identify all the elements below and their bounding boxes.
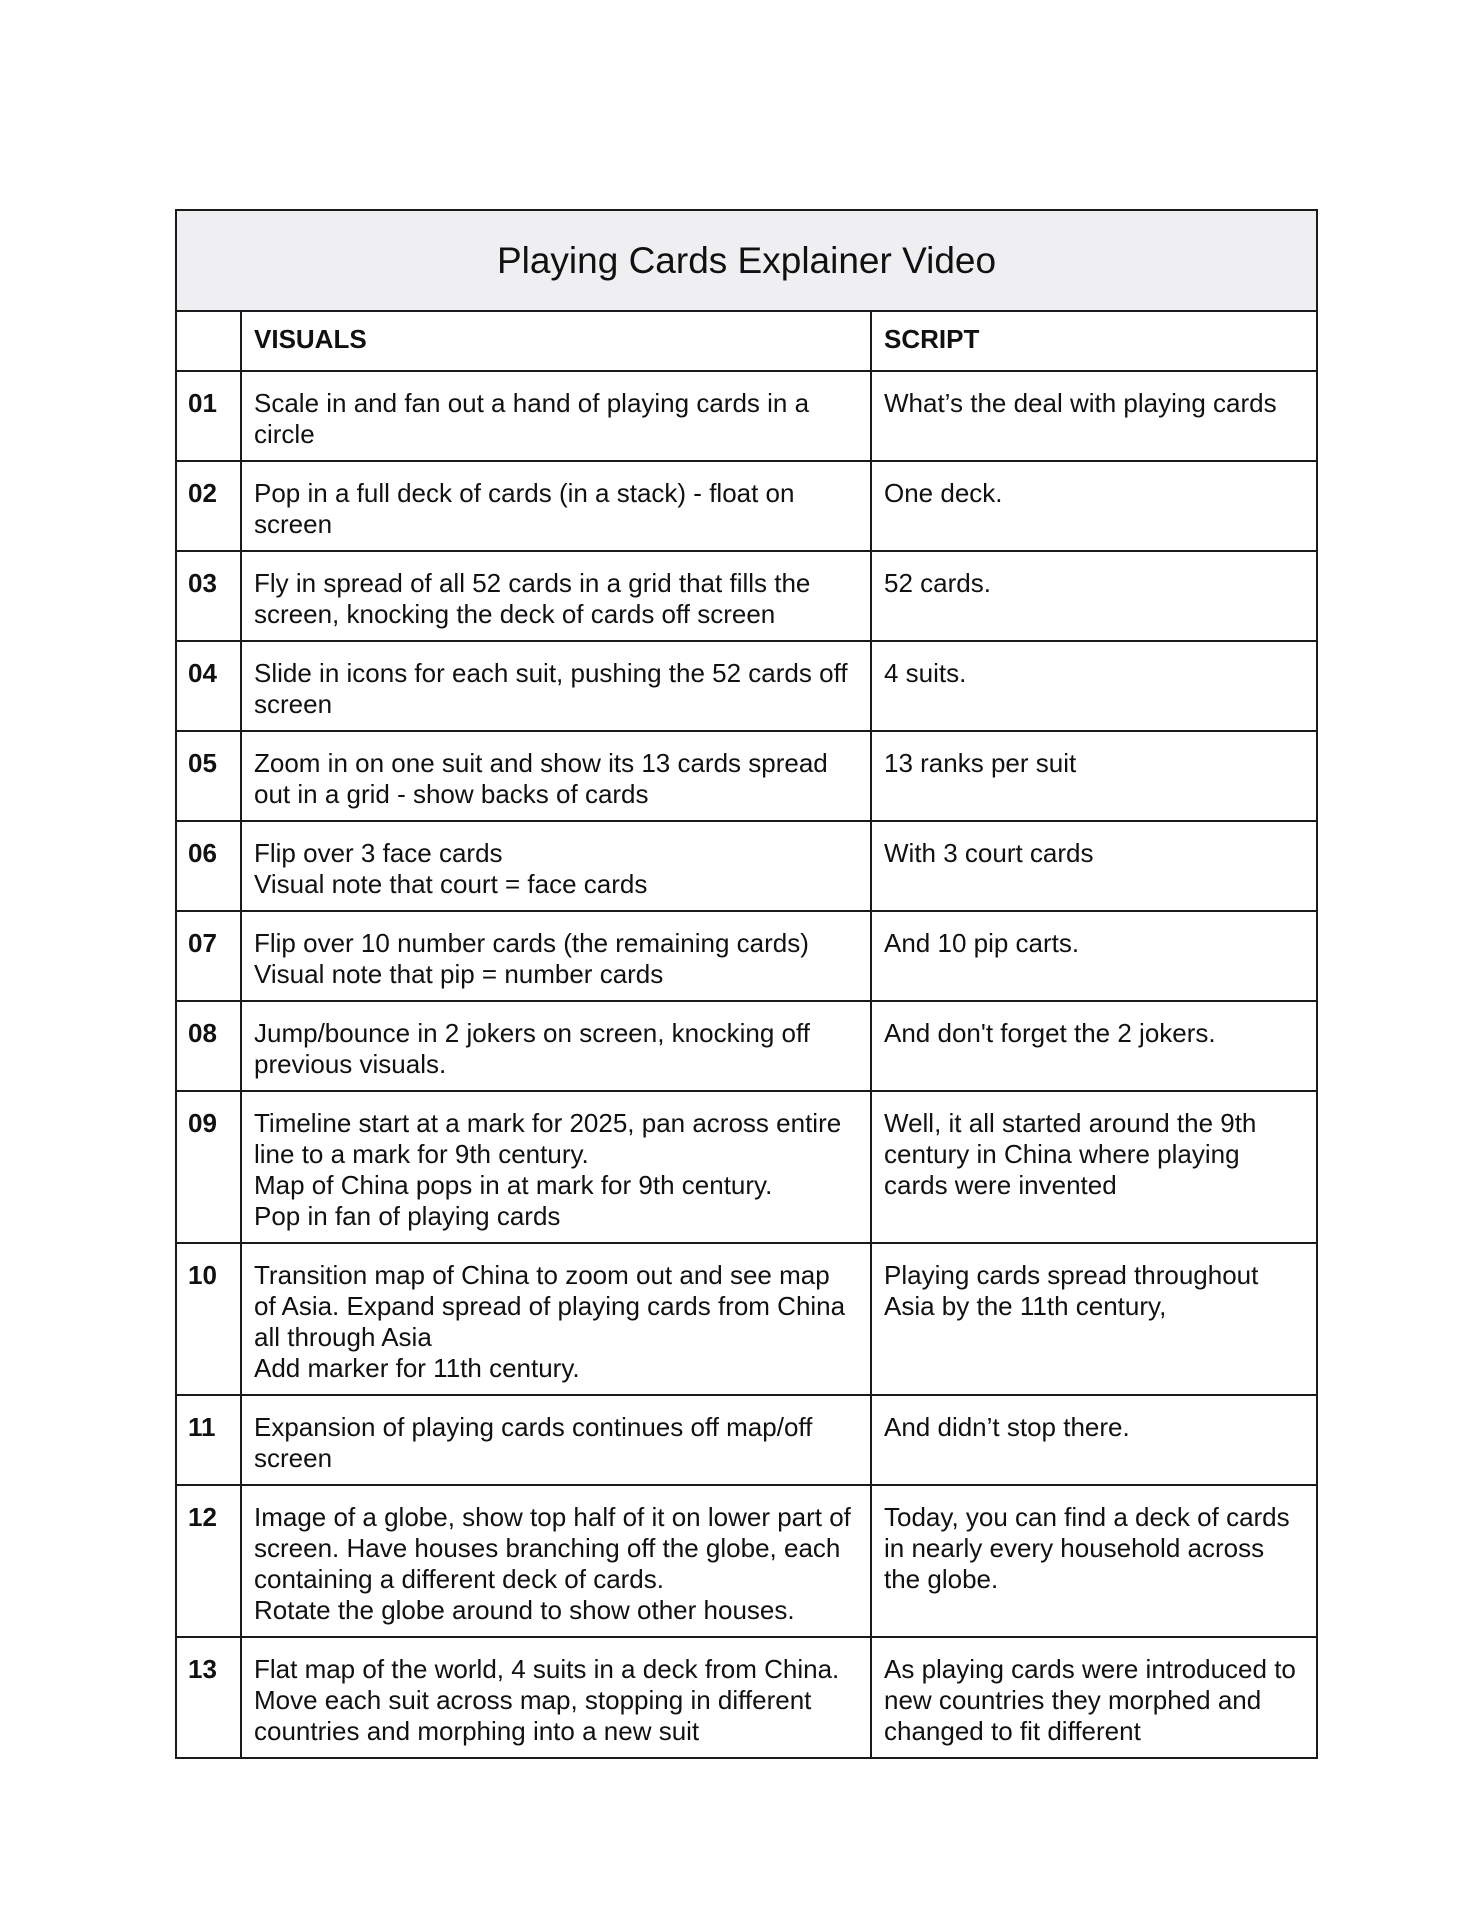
- table-row: [176, 1001, 1317, 1091]
- table-row: [176, 1243, 1317, 1395]
- script-cell: What’s the deal with playing cards: [871, 371, 1317, 461]
- visuals-cell: Image of a globe, show top half of it on lower part of screen. Have houses branching off the globe, each containing a different deck of cards. Rotate the globe around to show other houses.: [241, 1485, 871, 1637]
- row-number: 05: [176, 731, 241, 821]
- table-row: [176, 731, 1317, 821]
- visuals-column-header: VISUALS: [241, 311, 871, 371]
- script-cell: 13 ranks per suit: [871, 731, 1317, 821]
- visuals-cell: Slide in icons for each suit, pushing the 52 cards off screen: [241, 641, 871, 731]
- row-number: 06: [176, 821, 241, 911]
- script-cell: And didn’t stop there.: [871, 1395, 1317, 1485]
- table-row: [176, 911, 1317, 1001]
- visuals-cell: Transition map of China to zoom out and see map of Asia. Expand spread of playing cards from China all through Asia Add marker for 11th century.: [241, 1243, 871, 1395]
- visuals-cell: Zoom in on one suit and show its 13 cards spread out in a grid - show backs of cards: [241, 731, 871, 821]
- script-cell: One deck.: [871, 461, 1317, 551]
- visuals-cell: Fly in spread of all 52 cards in a grid that fills the screen, knocking the deck of cards off screen: [241, 551, 871, 641]
- script-column-header: SCRIPT: [871, 311, 1317, 371]
- script-cell: Today, you can find a deck of cards in nearly every household across the globe.: [871, 1485, 1317, 1637]
- row-number: 04: [176, 641, 241, 731]
- script-cell: Playing cards spread throughout Asia by the 11th century,: [871, 1243, 1317, 1395]
- row-number: 12: [176, 1485, 241, 1637]
- script-cell: As playing cards were introduced to new countries they morphed and changed to fit different: [871, 1637, 1317, 1758]
- visuals-cell: Jump/bounce in 2 jokers on screen, knocking off previous visuals.: [241, 1001, 871, 1091]
- row-number: 01: [176, 371, 241, 461]
- script-table: [175, 209, 1318, 1759]
- table-row: [176, 641, 1317, 731]
- row-number: 09: [176, 1091, 241, 1243]
- row-number: 13: [176, 1637, 241, 1758]
- visuals-cell: Flip over 10 number cards (the remaining cards) Visual note that pip = number cards: [241, 911, 871, 1001]
- title-row: [176, 210, 1317, 311]
- script-cell: 52 cards.: [871, 551, 1317, 641]
- table-row: [176, 551, 1317, 641]
- table-row: [176, 821, 1317, 911]
- number-column-header: [176, 311, 241, 371]
- document-title: Playing Cards Explainer Video: [176, 210, 1317, 311]
- table-row: [176, 1395, 1317, 1485]
- table-row: [176, 1091, 1317, 1243]
- visuals-cell: Pop in a full deck of cards (in a stack) - float on screen: [241, 461, 871, 551]
- table-row: [176, 1485, 1317, 1637]
- row-number: 11: [176, 1395, 241, 1485]
- header-row: [176, 311, 1317, 371]
- row-number: 10: [176, 1243, 241, 1395]
- row-number: 02: [176, 461, 241, 551]
- script-cell: And 10 pip carts.: [871, 911, 1317, 1001]
- script-cell: And don't forget the 2 jokers.: [871, 1001, 1317, 1091]
- table-row: [176, 461, 1317, 551]
- row-number: 07: [176, 911, 241, 1001]
- table-row: [176, 1637, 1317, 1758]
- row-number: 08: [176, 1001, 241, 1091]
- script-cell: With 3 court cards: [871, 821, 1317, 911]
- visuals-cell: Expansion of playing cards continues off map/off screen: [241, 1395, 871, 1485]
- row-number: 03: [176, 551, 241, 641]
- visuals-cell: Scale in and fan out a hand of playing cards in a circle: [241, 371, 871, 461]
- visuals-cell: Flat map of the world, 4 suits in a deck from China. Move each suit across map, stopping in different countries and morphing into a new suit: [241, 1637, 871, 1758]
- script-cell: Well, it all started around the 9th century in China where playing cards were invented: [871, 1091, 1317, 1243]
- table-row: [176, 371, 1317, 461]
- visuals-cell: Timeline start at a mark for 2025, pan across entire line to a mark for 9th century. Map of China pops in at mark for 9th century. Pop in fan of playing cards: [241, 1091, 871, 1243]
- script-cell: 4 suits.: [871, 641, 1317, 731]
- visuals-cell: Flip over 3 face cards Visual note that court = face cards: [241, 821, 871, 911]
